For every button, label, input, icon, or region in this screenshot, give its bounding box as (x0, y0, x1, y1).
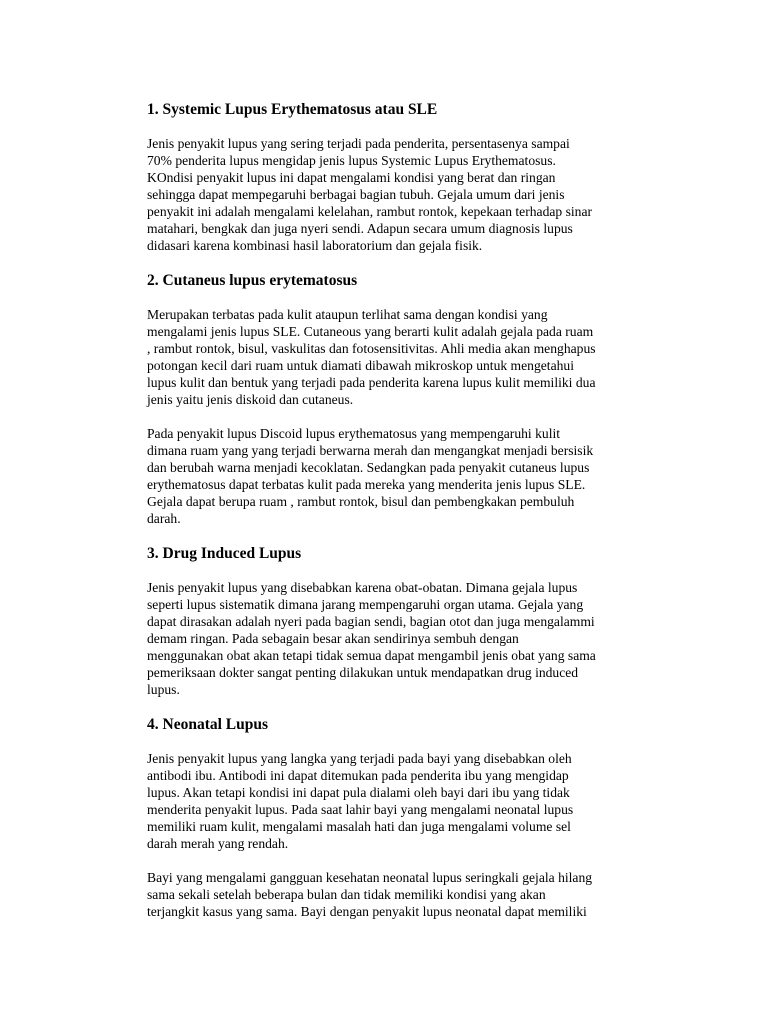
text-line: Jenis penyakit lupus yang sering terjadi pada penderita, persentasenya sampai (147, 136, 570, 151)
text-line: darah. (147, 511, 181, 526)
text-line: KOndisi penyakit lupus ini dapat mengalami kondisi yang berat dan ringan (147, 170, 556, 185)
text-line: 70% penderita lupus mengidap jenis lupus Systemic Lupus Erythematosus. (147, 153, 556, 168)
text-line: demam ringan. Pada sebagain besar akan sendirinya sembuh dengan (147, 631, 519, 646)
text-line: dimana ruam yang yang terjadi berwarna merah dan mengangkat menjadi bersisik (147, 443, 594, 458)
text-line: pemeriksaan dokter sangat penting dilakukan untuk mendapatkan drug induced (147, 665, 579, 680)
text-line: lupus. (147, 682, 180, 697)
section-heading: 1. Systemic Lupus Erythematosus atau SLE (147, 101, 438, 118)
text-line: darah merah yang rendah. (147, 836, 289, 851)
text-line: menderita penyakit lupus. Pada saat lahir bayi yang mengalami neonatal lupus (147, 802, 574, 817)
text-line: penyakit ini adalah mengalami kelelahan, rambut rontok, kepekaan terhadap sinar (147, 204, 593, 219)
paragraph (147, 869, 667, 920)
text-line: terjangkit kasus yang sama. Bayi dengan penyakit lupus neonatal dapat memiliki (147, 904, 587, 919)
text-line: sama sekali setelah beberapa bulan dan tidak memiliki kondisi yang akan (147, 887, 546, 902)
paragraph (147, 135, 667, 254)
text-line: memiliki ruam kulit, mengalami masalah hati dan juga mengalami volume sel (147, 819, 571, 834)
text-line: matahari, bengkak dan juga nyeri sendi. Adapun secara umum diagnosis lupus (147, 221, 573, 236)
section-drug-induced (147, 544, 667, 698)
text-line: Gejala dapat berupa ruam , rambut rontok, bisul dan pembengkakan pembuluh (147, 494, 575, 509)
text-line: Pada penyakit lupus Discoid lupus erythematosus yang mempengaruhi kulit (147, 426, 561, 441)
paragraph (147, 750, 667, 852)
text-line: erythematosus dapat terbatas kulit pada mereka yang menderita jenis lupus SLE. (147, 477, 586, 492)
text-line: mengalami jenis lupus SLE. Cutaneous yang berarti kulit adalah gejala pada ruam (147, 324, 594, 339)
text-line: Jenis penyakit lupus yang disebabkan karena obat-obatan. Dimana gejala lupus (147, 580, 578, 595)
text-line: lupus kulit dan bentuk yang terjadi pada penderita karena lupus kulit memiliki dua (147, 375, 596, 390)
text-line: jenis yaitu jenis diskoid dan cutaneus. (147, 392, 354, 407)
text-line: Bayi yang mengalami gangguan kesehatan neonatal lupus seringkali gejala hilang (147, 870, 593, 885)
text-line: menggunakan obat akan tetapi tidak semua dapat mengambil jenis obat yang sama (147, 648, 596, 663)
text-line: sehingga dapat mempegaruhi berbagai bagian tubuh. Gejala umum dari jenis (147, 187, 565, 202)
text-line: Jenis penyakit lupus yang langka yang terjadi pada bayi yang disebabkan oleh (147, 751, 572, 766)
section-heading: 2. Cutaneus lupus erytematosus (147, 272, 358, 289)
paragraph (147, 306, 667, 408)
document-page (147, 100, 667, 937)
section-heading: 4. Neonatal Lupus (147, 716, 269, 733)
text-line: lupus. Akan tetapi kondisi ini dapat pula dialami oleh bayi dari ibu yang tidak (147, 785, 570, 800)
paragraph (147, 579, 667, 698)
text-line: seperti lupus sistematik dimana jarang mempengaruhi organ utama. Gejala yang (147, 597, 584, 612)
text-line: , rambut rontok, bisul, vaskulitas dan fotosensitivitas. Ahli media akan menghapus (147, 341, 596, 356)
section-neonatal (147, 715, 667, 920)
text-line: didasari karena kombinasi hasil laboratorium dan gejala fisik. (147, 238, 483, 253)
text-line: antibodi ibu. Antibodi ini dapat ditemukan pada penderita ibu yang mengidap (147, 768, 569, 783)
section-sle (147, 100, 667, 254)
section-cutaneus (147, 271, 667, 527)
section-heading: 3. Drug Induced Lupus (147, 545, 302, 562)
text-line: dan berubah warna menjadi kecoklatan. Sedangkan pada penyakit cutaneus lupus (147, 460, 590, 475)
text-line: dapat dirasakan adalah nyeri pada bagian sendi, bagian otot dan juga mengalammi (147, 614, 595, 629)
paragraph (147, 425, 667, 527)
text-line: potongan kecil dari ruam untuk diamati dibawah mikroskop untuk mengetahui (147, 358, 574, 373)
text-line: Merupakan terbatas pada kulit ataupun terlihat sama dengan kondisi yang (147, 307, 548, 322)
